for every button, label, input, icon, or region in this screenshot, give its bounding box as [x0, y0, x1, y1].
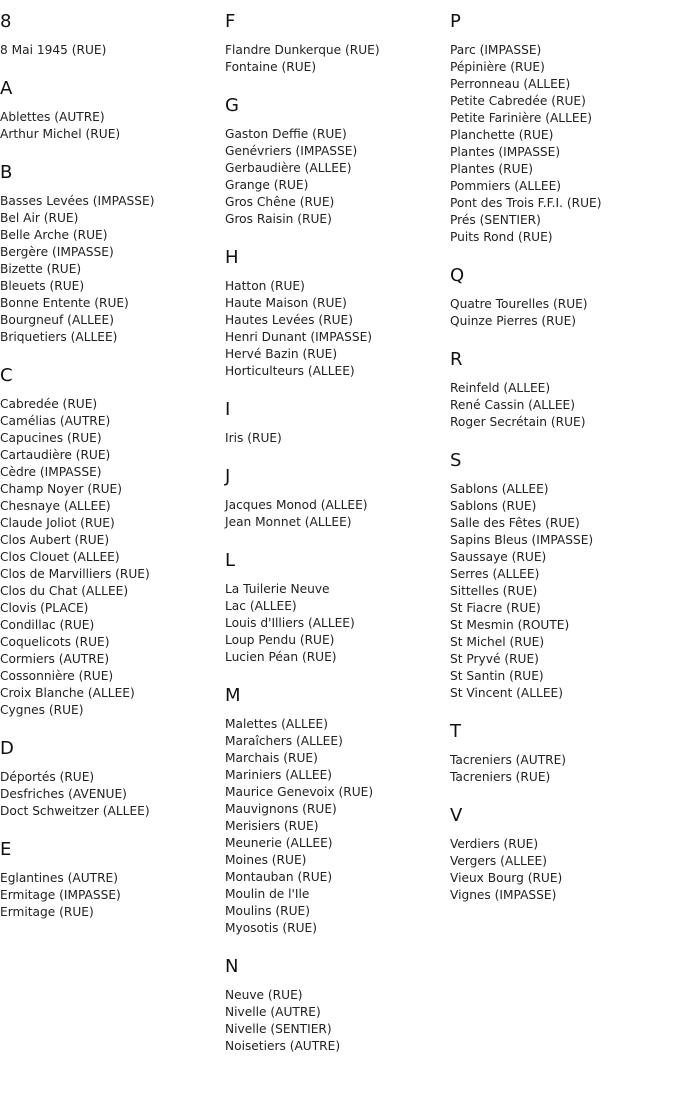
section-letter-heading: H [225, 247, 239, 268]
street-link[interactable]: Henri Dunant (IMPASSE) [225, 330, 373, 344]
letter-section [225, 12, 447, 76]
letter-section [0, 366, 222, 719]
street-link[interactable]: Planchette (RUE) [450, 128, 554, 142]
section-letter-heading: 8 [0, 11, 12, 32]
street-link[interactable]: Sablons (ALLEE) [450, 482, 549, 496]
letter-section [225, 467, 447, 531]
street-link[interactable]: Vieux Bourg (RUE) [450, 871, 563, 885]
section-letter-heading: V [450, 805, 463, 826]
street-link[interactable]: Eglantines (AUTRE) [0, 871, 119, 885]
section-letter-heading: G [225, 95, 239, 116]
letter-section [450, 451, 672, 702]
street-link[interactable]: Ermitage (RUE) [0, 905, 94, 919]
letter-section [450, 806, 672, 904]
street-link[interactable]: Nivelle (SENTIER) [225, 1022, 332, 1036]
street-link[interactable]: Bergère (IMPASSE) [0, 245, 114, 259]
street-link[interactable]: Clos de Marvilliers (RUE) [0, 567, 150, 581]
street-link[interactable]: Capucines (RUE) [0, 431, 102, 445]
street-link[interactable]: Briquetiers (ALLEE) [0, 330, 118, 344]
street-link[interactable]: Hatton (RUE) [225, 279, 305, 293]
street-link[interactable]: Moines (RUE) [225, 853, 307, 867]
street-link[interactable]: Saussaye (RUE) [450, 550, 547, 564]
street-link[interactable]: Verdiers (RUE) [450, 837, 539, 851]
street-list [225, 581, 447, 666]
street-link[interactable]: Vergers (ALLEE) [450, 854, 547, 868]
street-link[interactable]: Doct Schweitzer (ALLEE) [0, 804, 150, 818]
street-link[interactable]: Louis d'Illiers (ALLEE) [225, 616, 355, 630]
section-letter-heading: E [0, 839, 12, 860]
street-link[interactable]: St Vincent (ALLEE) [450, 686, 563, 700]
street-link[interactable]: Sapins Bleus (IMPASSE) [450, 533, 594, 547]
street-list [450, 42, 672, 246]
street-link[interactable]: Moulins (RUE) [225, 904, 311, 918]
section-letter-heading: B [0, 162, 13, 183]
street-link[interactable]: Plantes (RUE) [450, 162, 534, 176]
street-list [0, 193, 222, 346]
section-letter-heading: M [225, 685, 241, 706]
street-link[interactable]: Gaston Deffie (RUE) [225, 127, 347, 141]
street-link[interactable]: Vignes (IMPASSE) [450, 888, 557, 902]
street-link[interactable]: Moulin de l'Ile [225, 887, 310, 901]
street-link[interactable]: Bel Air (RUE) [0, 211, 79, 225]
street-link[interactable]: Mauvignons (RUE) [225, 802, 337, 816]
street-list [0, 870, 222, 921]
letter-section [0, 739, 222, 820]
letter-section [0, 163, 222, 346]
section-letter-heading: F [225, 11, 236, 32]
street-link[interactable]: Belle Arche (RUE) [0, 228, 108, 242]
street-list [225, 126, 447, 228]
section-letter-heading: A [0, 78, 13, 99]
street-link[interactable]: Tacreniers (AUTRE) [450, 753, 567, 767]
section-letter-heading: T [450, 721, 461, 742]
street-link[interactable]: Neuve (RUE) [225, 988, 303, 1002]
street-link[interactable]: Malettes (ALLEE) [225, 717, 328, 731]
street-link[interactable]: Iris (RUE) [225, 431, 282, 445]
street-link[interactable]: Clos Clouet (ALLEE) [0, 550, 120, 564]
street-link[interactable]: St Fiacre (RUE) [450, 601, 541, 615]
street-link[interactable]: Merisiers (RUE) [225, 819, 319, 833]
street-link[interactable]: Petite Cabredée (RUE) [450, 94, 586, 108]
letter-section [225, 96, 447, 228]
street-list [450, 752, 672, 786]
street-list [450, 296, 672, 330]
street-link[interactable]: Grange (RUE) [225, 178, 309, 192]
street-link[interactable]: Hautes Levées (RUE) [225, 313, 353, 327]
street-link[interactable]: Gerbaudière (ALLEE) [225, 161, 352, 175]
street-link[interactable]: Claude Joliot (RUE) [0, 516, 115, 530]
street-link[interactable]: Ermitage (IMPASSE) [0, 888, 121, 902]
street-link[interactable]: St Mesmin (ROUTE) [450, 618, 570, 632]
street-link[interactable]: Cèdre (IMPASSE) [0, 465, 102, 479]
section-letter-heading: R [450, 349, 463, 370]
letter-section [225, 248, 447, 380]
street-link[interactable]: Plantes (IMPASSE) [450, 145, 561, 159]
street-link[interactable]: Pont des Trois F.F.I. (RUE) [450, 196, 602, 210]
letter-section [450, 722, 672, 786]
street-link[interactable]: Ablettes (AUTRE) [0, 110, 105, 124]
street-list [0, 42, 222, 59]
street-link[interactable]: Horticulteurs (ALLEE) [225, 364, 355, 378]
letter-section [225, 957, 447, 1055]
letter-section [225, 551, 447, 666]
letter-section [225, 686, 447, 937]
street-link[interactable]: Fontaine (RUE) [225, 60, 317, 74]
section-letter-heading: N [225, 956, 239, 977]
street-link[interactable]: Puits Rond (RUE) [450, 230, 553, 244]
letter-section [225, 400, 447, 447]
street-link[interactable]: Pépinière (RUE) [450, 60, 545, 74]
street-link[interactable]: Petite Farinière (ALLEE) [450, 111, 593, 125]
street-link[interactable]: Bourgneuf (ALLEE) [0, 313, 115, 327]
street-link[interactable]: Cormiers (AUTRE) [0, 652, 110, 666]
street-link[interactable]: Cygnes (RUE) [0, 703, 84, 717]
street-link[interactable]: Lucien Péan (RUE) [225, 650, 337, 664]
street-link[interactable]: Bonne Entente (RUE) [0, 296, 129, 310]
letter-section [450, 12, 672, 246]
street-link[interactable]: Mariniers (ALLEE) [225, 768, 333, 782]
street-link[interactable]: Croix Blanche (ALLEE) [0, 686, 135, 700]
street-list [225, 497, 447, 531]
street-link[interactable]: Cossonnière (RUE) [0, 669, 114, 683]
street-link[interactable]: Clovis (PLACE) [0, 601, 89, 615]
street-link[interactable]: Coquelicots (RUE) [0, 635, 110, 649]
street-link[interactable]: Quatre Tourelles (RUE) [450, 297, 588, 311]
street-link[interactable]: Marchais (RUE) [225, 751, 318, 765]
street-link[interactable]: Chesnaye (ALLEE) [0, 499, 111, 513]
street-link[interactable]: St Pryvé (RUE) [450, 652, 539, 666]
street-link[interactable]: Nivelle (AUTRE) [225, 1005, 321, 1019]
letter-section [450, 350, 672, 431]
street-link[interactable]: Noisetiers (AUTRE) [225, 1039, 341, 1053]
street-link[interactable]: Hervé Bazin (RUE) [225, 347, 338, 361]
street-link[interactable]: Cabredée (RUE) [0, 397, 98, 411]
street-link[interactable]: Myosotis (RUE) [225, 921, 317, 935]
section-letter-heading: L [225, 550, 236, 571]
street-link[interactable]: Cartaudière (RUE) [0, 448, 111, 462]
street-link[interactable]: Serres (ALLEE) [450, 567, 540, 581]
street-link[interactable]: Quinze Pierres (RUE) [450, 314, 577, 328]
street-link[interactable]: Loup Pendu (RUE) [225, 633, 335, 647]
street-link[interactable]: Sittelles (RUE) [450, 584, 538, 598]
street-link[interactable]: Clos du Chat (ALLEE) [0, 584, 129, 598]
street-link[interactable]: Bleuets (RUE) [0, 279, 85, 293]
street-link[interactable]: Sablons (RUE) [450, 499, 537, 513]
index-column-3 [450, 0, 672, 924]
street-link[interactable]: Maurice Genevoix (RUE) [225, 785, 374, 799]
street-link[interactable]: Prés (SENTIER) [450, 213, 541, 227]
street-link[interactable]: Roger Secrétain (RUE) [450, 415, 586, 429]
section-letter-heading: D [0, 738, 14, 759]
street-link[interactable]: Flandre Dunkerque (RUE) [225, 43, 380, 57]
street-link[interactable]: Meunerie (ALLEE) [225, 836, 333, 850]
street-list [225, 716, 447, 937]
index-column-1 [0, 0, 222, 941]
street-link[interactable]: Parc (IMPASSE) [450, 43, 542, 57]
street-list [225, 278, 447, 380]
street-link[interactable]: René Cassin (ALLEE) [450, 398, 576, 412]
street-link[interactable]: Lac (ALLEE) [225, 599, 297, 613]
street-link[interactable]: Salle des Fêtes (RUE) [450, 516, 580, 530]
street-list [450, 481, 672, 702]
street-list [225, 987, 447, 1055]
street-list [0, 109, 222, 143]
letter-section [0, 79, 222, 143]
street-link[interactable]: Clos Aubert (RUE) [0, 533, 110, 547]
street-link[interactable]: Genévriers (IMPASSE) [225, 144, 358, 158]
index-column-2 [225, 0, 447, 1075]
street-list [450, 380, 672, 431]
street-list [225, 430, 447, 447]
street-link[interactable]: Maraîchers (ALLEE) [225, 734, 343, 748]
street-link[interactable]: 8 Mai 1945 (RUE) [0, 43, 107, 57]
section-letter-heading: P [450, 11, 461, 32]
street-link[interactable]: Gros Raisin (RUE) [225, 212, 332, 226]
street-link[interactable]: Arthur Michel (RUE) [0, 127, 121, 141]
street-link[interactable]: Tacreniers (RUE) [450, 770, 551, 784]
street-link[interactable]: Gros Chêne (RUE) [225, 195, 335, 209]
street-link[interactable]: Desfriches (AVENUE) [0, 787, 127, 801]
street-link[interactable]: Reinfeld (ALLEE) [450, 381, 551, 395]
street-list [0, 396, 222, 719]
street-link[interactable]: Pommiers (ALLEE) [450, 179, 562, 193]
street-link[interactable]: Champ Noyer (RUE) [0, 482, 122, 496]
letter-section [0, 12, 222, 59]
section-letter-heading: J [225, 466, 231, 487]
street-link[interactable]: La Tuilerie Neuve [225, 582, 330, 596]
street-link[interactable]: Bizette (RUE) [0, 262, 82, 276]
street-link[interactable]: Camélias (AUTRE) [0, 414, 111, 428]
street-link[interactable]: Déportés (RUE) [0, 770, 95, 784]
street-link[interactable]: Basses Levées (IMPASSE) [0, 194, 155, 208]
street-link[interactable]: St Santin (RUE) [450, 669, 544, 683]
street-link[interactable]: Jean Monnet (ALLEE) [225, 515, 352, 529]
section-letter-heading: Q [450, 265, 465, 286]
street-link[interactable]: Montauban (RUE) [225, 870, 333, 884]
section-letter-heading: I [225, 399, 231, 420]
street-link[interactable]: Condillac (RUE) [0, 618, 95, 632]
street-link[interactable]: Haute Maison (RUE) [225, 296, 347, 310]
street-link[interactable]: Perronneau (ALLEE) [450, 77, 571, 91]
street-list [0, 769, 222, 820]
section-letter-heading: S [450, 450, 462, 471]
street-link[interactable]: Jacques Monod (ALLEE) [225, 498, 368, 512]
street-link[interactable]: St Michel (RUE) [450, 635, 545, 649]
street-list [225, 42, 447, 76]
letter-section [0, 840, 222, 921]
street-list [450, 836, 672, 904]
letter-section [450, 266, 672, 330]
section-letter-heading: C [0, 365, 13, 386]
